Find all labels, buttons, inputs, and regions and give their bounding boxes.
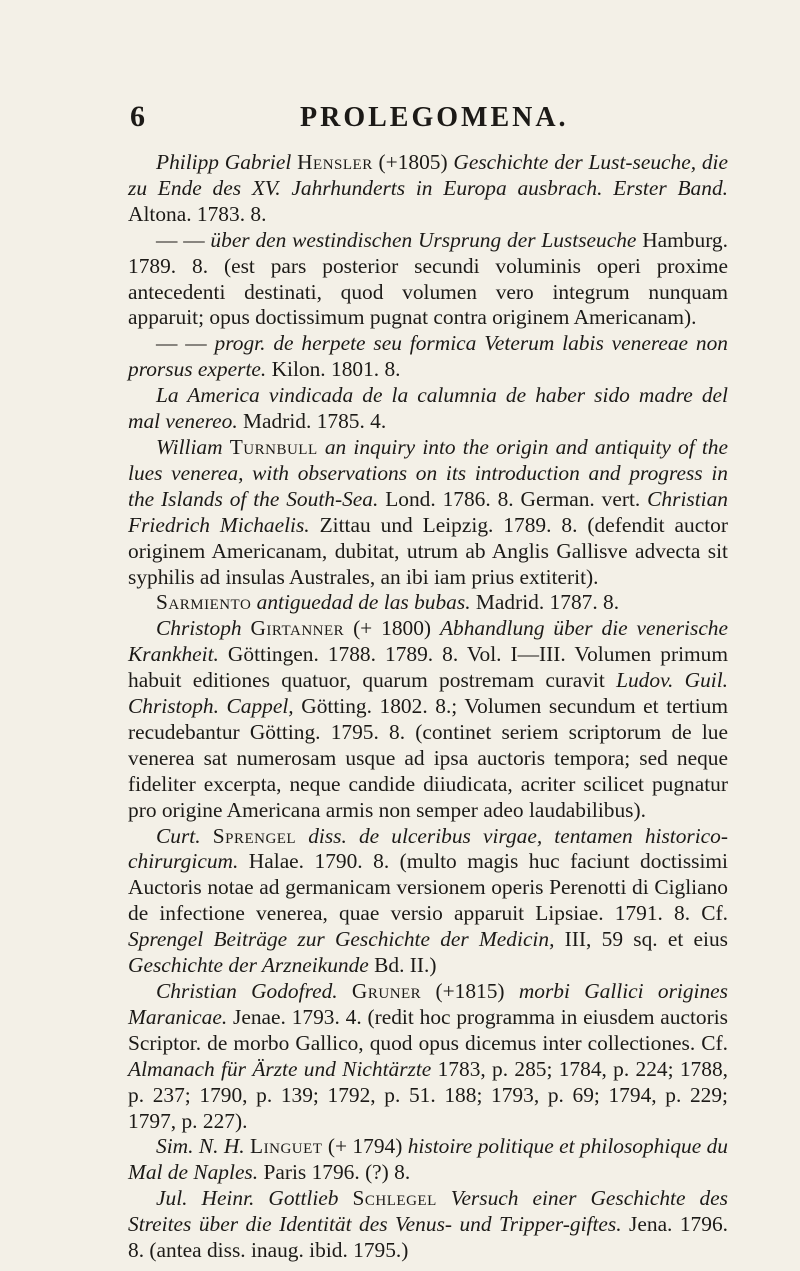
italic-text: Sprengel Beiträge zur Geschichte der Medicin, bbox=[128, 927, 555, 952]
entry-text: Lond. 1786. 8. German. vert. bbox=[378, 486, 648, 511]
italic-text: Abhandlung über die venerische Krankheit. bbox=[128, 616, 728, 667]
entry-text: Hamburg. 1789. 8. (est pars posterior secundi voluminis operi proxime antecedenti destinati, quod volumen vero integrum nunquam apparuit; opus doctissimum pugnat contra originem Americanam). bbox=[128, 227, 728, 330]
author-surname: Gruner bbox=[351, 979, 422, 1003]
author-surname: Linguet bbox=[250, 1134, 323, 1159]
entry-text: Göttingen. 1788. 1789. 8. Vol. I—III. Volumen primum habuit editiones quatuor, quarum postremam curavit bbox=[128, 642, 728, 693]
italic-text: histoire politique et philosophique du Mal de Naples. bbox=[128, 1134, 728, 1185]
italic-text: Jul. Heinr. Gottlieb bbox=[156, 1186, 353, 1211]
author-surname: Schlegel bbox=[352, 1186, 437, 1211]
author-surname: Sprengel bbox=[212, 823, 297, 848]
bibliography-entry bbox=[128, 1186, 728, 1264]
italic-text: Geschichte der Lust-seuche, die zu Ende des XV. Jahrhunderts in Europa ausbrach. Erster Band. bbox=[128, 150, 728, 200]
entry-text: Jena. 1796. 8. (antea diss. inaug. ibid. 1795.) bbox=[128, 1212, 728, 1263]
bibliography-entry bbox=[128, 824, 728, 979]
bibliography-entry bbox=[128, 228, 728, 332]
author-surname: Hensler bbox=[297, 150, 373, 174]
entry-text: (+ 1794) bbox=[322, 1134, 408, 1159]
italic-text: an inquiry into the origin and antiquity of the lues venerea, with observations on its introduction and progress in the Islands of the South-Sea. bbox=[128, 434, 728, 511]
bibliography-entry bbox=[128, 435, 728, 590]
italic-text: Philipp Gabriel bbox=[156, 150, 298, 174]
entry-text: Altona. 1783. 8. bbox=[128, 201, 267, 226]
entry-text: Halae. 1790. 8. (multo magis huc faciunt doctissimi Auctoris notae ad germanicam versionem operis Perenotti di Cigliano de infectione venerea, quae versio apparuit Lipsiae. 1791. 8. Cf. bbox=[128, 849, 728, 926]
italic-text: Curt. bbox=[156, 823, 213, 848]
italic-text: morbi Gallici origines Maranicae. bbox=[128, 979, 728, 1029]
entry-text: Bd. II.) bbox=[368, 953, 437, 978]
italic-text: La America vindicada de la calumnia de haber sido madre del mal venereo. bbox=[128, 383, 728, 434]
entry-text: Jenae. 1793. 4. (redit hoc programma in eiusdem auctoris Scriptor. de morbo Gallico, quod opus dicemus inter collectiones. Cf. bbox=[128, 1004, 728, 1055]
running-head: PROLEGOMENA. bbox=[300, 102, 569, 133]
author-surname: Girtanner bbox=[250, 616, 345, 641]
entry-text: Zittau und Leipzig. 1789. 8. (defendit auctor originem Americanam, dubitat, utrum ab Anglis Gallisve advecta sit syphilis ad insulas Australes, an ibi iam prius extiterit). bbox=[128, 512, 728, 589]
bibliography-entry bbox=[128, 1134, 728, 1186]
entry-text: — — bbox=[156, 227, 211, 252]
entry-text: (+1805) bbox=[372, 150, 454, 174]
italic-text: diss. de ulceribus virgae, tentamen historico-chirurgicum. bbox=[128, 823, 728, 874]
entry-text: (+ 1800) bbox=[344, 616, 440, 641]
italic-text: Almanach für Ärzte und Nichtärzte bbox=[128, 1056, 432, 1081]
bibliography-entry bbox=[128, 150, 728, 228]
entry-text: Paris 1796. (?) 8. bbox=[258, 1160, 411, 1185]
entry-text: (+1815) bbox=[421, 979, 519, 1003]
bibliography-entry bbox=[128, 590, 728, 616]
bibliography-entry bbox=[128, 979, 728, 1134]
italic-text: Christoph bbox=[156, 616, 251, 641]
italic-text: William bbox=[156, 434, 230, 459]
author-surname: Sarmiento bbox=[156, 590, 252, 615]
italic-text: Ludov. Guil. Christoph. Cappel, bbox=[128, 668, 729, 719]
page-number: 6 bbox=[130, 100, 145, 133]
entry-text: 1783, p. 285; 1784, p. 224; 1788, p. 237; 1790, p. 139; 1792, p. 51. 188; 1793, p. 69; 1794, p. 229; 1797, p. 227). bbox=[128, 1056, 728, 1133]
author-surname: Turnbull bbox=[229, 434, 318, 459]
italic-text: Geschichte der Arzneikunde bbox=[128, 953, 369, 978]
entry-text: Kilon. 1801. 8. bbox=[266, 357, 401, 382]
italic-text: Christian Friedrich Michaelis. bbox=[128, 486, 728, 537]
bibliography-entry bbox=[128, 616, 728, 823]
italic-text: Sim. N. H. bbox=[156, 1134, 251, 1159]
bibliography-text bbox=[128, 150, 728, 1264]
entry-text: — — bbox=[156, 331, 215, 356]
entry-text: III, 59 sq. et eius bbox=[554, 927, 728, 952]
italic-text: antiguedad de las bubas. bbox=[251, 590, 471, 615]
italic-text: über den westindischen Ursprung der Lustseuche bbox=[210, 227, 637, 252]
italic-text: Versuch einer Geschichte des Streites über die Identität des Venus- und Tripper-giftes. bbox=[128, 1186, 728, 1237]
bibliography-entry bbox=[128, 383, 728, 435]
entry-text: Madrid. 1785. 4. bbox=[237, 409, 387, 434]
entry-text: Madrid. 1787. 8. bbox=[470, 590, 620, 615]
bibliography-entry bbox=[128, 331, 728, 383]
italic-text: Christian Godofred. bbox=[156, 979, 352, 1003]
page-header bbox=[130, 100, 740, 134]
entry-text: Götting. 1802. 8.; Volumen secundum et tertium recudebantur Götting. 1795. 8. (continet seriem scriptorum de lue venerea sat numerosam usque ad ipsa auctoris tempora; sed neque fideliter excerpta, neque candide diiudicata, acriter scilicet pugnatur pro origine Americana armis non semper adeo laudabilibus). bbox=[128, 694, 728, 822]
italic-text: progr. de herpete seu formica Veterum labis venereae non prorsus experte. bbox=[128, 331, 728, 382]
